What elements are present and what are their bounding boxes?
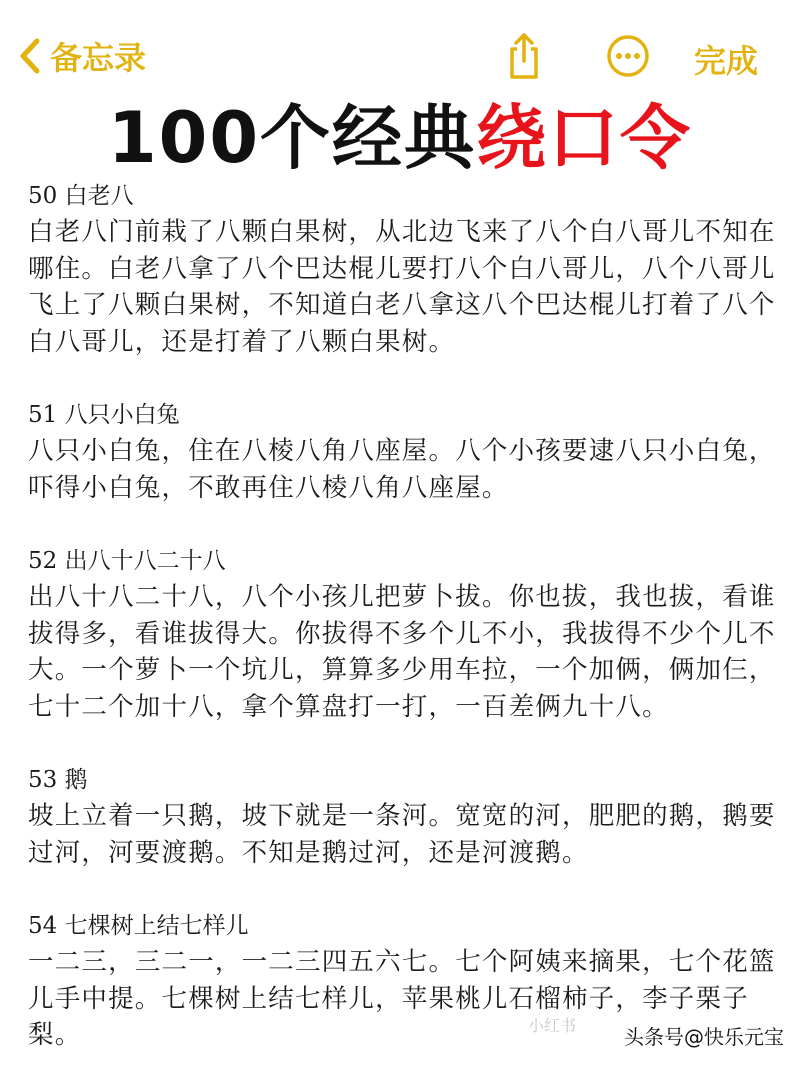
title-main: 100个经典 <box>107 97 477 179</box>
back-button[interactable] <box>18 34 146 78</box>
note-body[interactable] <box>28 178 778 1091</box>
faint-watermark: 小红书 <box>528 1016 577 1035</box>
section-text: 出八十八二十八，八个小孩儿把萝卜拔。你也拔，我也拔，看谁拔得多，看谁拔得大。你拔得不多个儿不小，我拔得不少个儿不大。一个萝卜一个坑儿，算算多少用车拉，一个加俩，俩加仨，七十二个加十八，拿个算盘打一打，一百差俩九十八。 <box>28 582 776 722</box>
section-text: 一二三，三二一，一二三四五六七。七个阿姨来摘果，七个花篮儿手中提。七棵树上结七样儿，苹果桃儿石榴柿子，李子栗子梨。 <box>28 947 776 1050</box>
title-highlight: 绕口令 <box>476 97 693 179</box>
done-button[interactable]: 完成 <box>694 42 759 80</box>
page-title <box>0 96 800 180</box>
share-button[interactable] <box>500 30 548 82</box>
chevron-left-icon <box>18 37 42 75</box>
more-options-button[interactable] <box>604 30 652 82</box>
source-watermark: 头条号@快乐元宝 <box>624 1025 784 1049</box>
section-heading: 50 白老八 <box>28 183 134 209</box>
more-icon <box>605 33 651 79</box>
section-heading: 51 八只小白兔 <box>28 402 180 428</box>
back-label: 备忘录 <box>50 39 147 77</box>
navigation-bar <box>0 0 800 110</box>
section-text: 坡上立着一只鹅，坡下就是一条河。宽宽的河，肥肥的鹅，鹅要过河，河要渡鹅。不知是鹅过河，还是河渡鹅。 <box>28 801 776 868</box>
section-heading: 54 七棵树上结七样儿 <box>28 913 249 939</box>
section-text: 白老八门前栽了八颗白果树，从北边飞来了八个白八哥儿不知在哪住。白老八拿了八个巴达棍儿要打八个白八哥儿，八个八哥儿飞上了八颗白果树，不知道白老八拿这八个巴达棍儿打着了八个白八哥儿，还是打着了八颗白果树。 <box>28 217 776 357</box>
tongue-twister-section <box>28 178 778 360</box>
section-heading: 52 出八十八二十八 <box>28 548 226 574</box>
share-icon <box>504 31 544 81</box>
tongue-twister-section <box>28 397 778 506</box>
section-text: 八只小白兔，住在八棱八角八座屋。八个小孩要逮八只小白兔，吓得小白兔，不敢再住八棱八角八座屋。 <box>28 436 776 503</box>
tongue-twister-section <box>28 543 778 725</box>
tongue-twister-section <box>28 762 778 871</box>
section-heading: 53 鹅 <box>28 767 88 793</box>
